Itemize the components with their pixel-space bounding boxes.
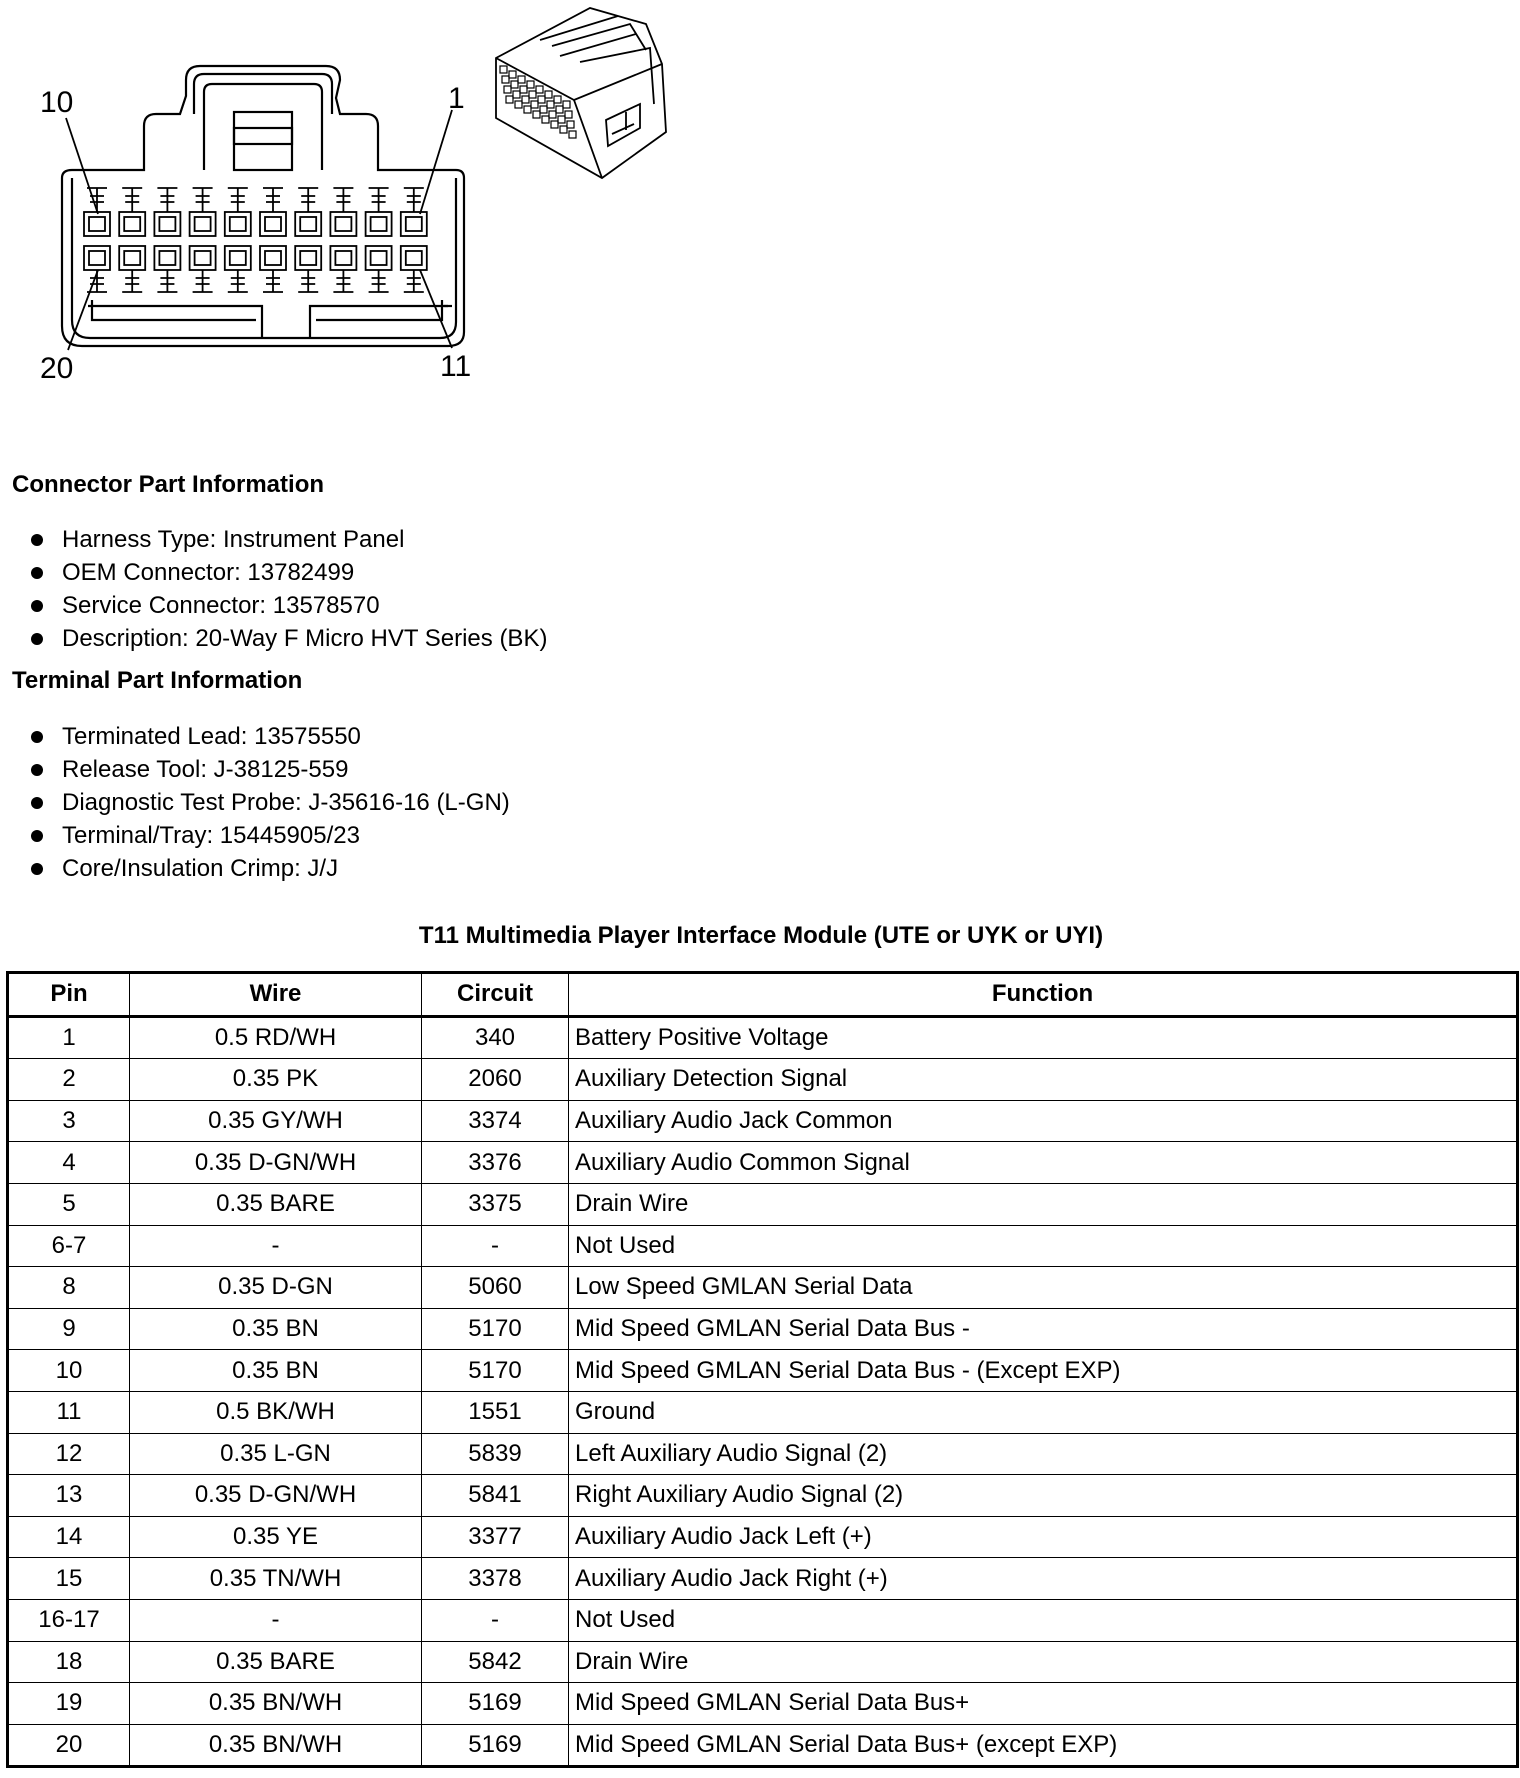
- cavity-inner: [300, 217, 316, 231]
- iso-cavity: [515, 101, 522, 108]
- iso-cavity: [565, 111, 572, 118]
- cavity: [154, 212, 180, 236]
- cell-function: Mid Speed GMLAN Serial Data Bus+ (except EXP): [569, 1724, 1518, 1767]
- bullet-icon: [31, 764, 43, 776]
- cavity: [84, 212, 110, 236]
- cell-circuit: 3377: [422, 1516, 569, 1558]
- cavity-lock: [369, 188, 389, 212]
- iso-cavity: [529, 91, 536, 98]
- cell-function: Auxiliary Audio Common Signal: [569, 1142, 1518, 1184]
- cell-pin: 5: [8, 1183, 130, 1225]
- header-pin: Pin: [8, 973, 130, 1017]
- terminal-info-list: [28, 720, 510, 885]
- list-item: Description: 20-Way F Micro HVT Series (BK): [28, 622, 547, 655]
- cell-wire: 0.5 RD/WH: [130, 1016, 422, 1059]
- table-row: [8, 1350, 1518, 1392]
- cavity-lock: [228, 270, 248, 292]
- cell-wire: -: [130, 1225, 422, 1267]
- iso-cavity: [549, 111, 556, 118]
- cavity-inner: [300, 251, 316, 265]
- cavity: [119, 246, 145, 270]
- list-item: Release Tool: J-38125-559: [28, 753, 510, 786]
- bullet-icon: [31, 830, 43, 842]
- header-wire: Wire: [130, 973, 422, 1017]
- cell-function: Auxiliary Audio Jack Common: [569, 1100, 1518, 1142]
- table-row: [8, 1016, 1518, 1059]
- list-item: Terminated Lead: 13575550: [28, 720, 510, 753]
- list-item: Terminal/Tray: 15445905/23: [28, 819, 510, 852]
- list-item: Service Connector: 13578570: [28, 589, 547, 622]
- cell-circuit: -: [422, 1225, 569, 1267]
- table-row: [8, 1433, 1518, 1475]
- bullet-icon: [31, 633, 43, 645]
- table-row: [8, 1267, 1518, 1309]
- cell-circuit: 5169: [422, 1724, 569, 1767]
- header-circuit: Circuit: [422, 973, 569, 1017]
- cavity: [401, 246, 427, 270]
- cell-pin: 2: [8, 1059, 130, 1101]
- cavity: [260, 212, 286, 236]
- table-row: [8, 1225, 1518, 1267]
- cell-wire: 0.35 TN/WH: [130, 1558, 422, 1600]
- table-row: [8, 1475, 1518, 1517]
- cell-pin: 6-7: [8, 1225, 130, 1267]
- cell-circuit: 5060: [422, 1267, 569, 1309]
- iso-cavity: [506, 96, 513, 103]
- cavity-lock: [263, 270, 283, 292]
- cell-function: Mid Speed GMLAN Serial Data Bus+: [569, 1683, 1518, 1725]
- cell-circuit: 5170: [422, 1350, 569, 1392]
- cell-wire: 0.35 BARE: [130, 1641, 422, 1683]
- cavity-inner: [335, 251, 351, 265]
- cell-pin: 10: [8, 1350, 130, 1392]
- cavity-inner: [406, 217, 422, 231]
- cavity-inner: [371, 251, 387, 265]
- cavity-lock: [263, 188, 283, 212]
- table-row: [8, 1100, 1518, 1142]
- header-function: Function: [569, 973, 1518, 1017]
- cavity-inner: [371, 217, 387, 231]
- cell-wire: 0.35 BN/WH: [130, 1724, 422, 1767]
- cell-wire: 0.35 D-GN: [130, 1267, 422, 1309]
- cell-function: Drain Wire: [569, 1641, 1518, 1683]
- connector-face-drawing: [62, 66, 464, 346]
- cavity-inner: [195, 251, 211, 265]
- table-row: [8, 1183, 1518, 1225]
- cell-pin: 1: [8, 1016, 130, 1059]
- table-row: [8, 1308, 1518, 1350]
- table-row: [8, 1683, 1518, 1725]
- cell-wire: 0.35 YE: [130, 1516, 422, 1558]
- cell-pin: 14: [8, 1516, 130, 1558]
- cell-wire: 0.35 D-GN/WH: [130, 1142, 422, 1184]
- iso-cavity: [563, 101, 570, 108]
- iso-cavity: [547, 101, 554, 108]
- cell-function: Left Auxiliary Audio Signal (2): [569, 1433, 1518, 1475]
- iso-cavity: [500, 66, 507, 73]
- iso-cavity: [522, 96, 529, 103]
- list-item: Diagnostic Test Probe: J-35616-16 (L-GN): [28, 786, 510, 819]
- cell-pin: 9: [8, 1308, 130, 1350]
- table-row: [8, 1059, 1518, 1101]
- cell-circuit: 3378: [422, 1558, 569, 1600]
- cavity-lock: [157, 270, 177, 292]
- cell-function: Ground: [569, 1391, 1518, 1433]
- cavity: [84, 246, 110, 270]
- cavity: [330, 246, 356, 270]
- iso-cavity: [545, 91, 552, 98]
- iso-cavity: [531, 101, 538, 108]
- cavity: [366, 246, 392, 270]
- cell-pin: 13: [8, 1475, 130, 1517]
- cell-pin: 12: [8, 1433, 130, 1475]
- iso-cavity: [542, 116, 549, 123]
- cell-circuit: 3374: [422, 1100, 569, 1142]
- cavity-inner: [195, 217, 211, 231]
- table-row: [8, 1516, 1518, 1558]
- cavity-lock: [193, 188, 213, 212]
- cavity: [225, 212, 251, 236]
- iso-cavity: [536, 86, 543, 93]
- pinout-table: [6, 971, 1519, 1768]
- cavity-lock: [228, 188, 248, 212]
- cell-wire: 0.35 D-GN/WH: [130, 1475, 422, 1517]
- bullet-icon: [31, 600, 43, 612]
- connector-info-list: [28, 523, 547, 655]
- cell-function: Low Speed GMLAN Serial Data: [569, 1267, 1518, 1309]
- bullet-icon: [31, 731, 43, 743]
- cell-pin: 8: [8, 1267, 130, 1309]
- iso-cavity: [518, 76, 525, 83]
- iso-cavity: [538, 96, 545, 103]
- cell-circuit: 5169: [422, 1683, 569, 1725]
- bullet-icon: [31, 534, 43, 546]
- cell-wire: 0.35 BN/WH: [130, 1683, 422, 1725]
- cell-circuit: 5842: [422, 1641, 569, 1683]
- iso-cavity: [520, 86, 527, 93]
- cell-pin: 4: [8, 1142, 130, 1184]
- bullet-icon: [31, 567, 43, 579]
- iso-cavity: [509, 71, 516, 78]
- cavity-lock: [333, 188, 353, 212]
- cell-function: Not Used: [569, 1599, 1518, 1641]
- cavity-inner: [230, 217, 246, 231]
- cell-function: Auxiliary Audio Jack Right (+): [569, 1558, 1518, 1600]
- pinout-table-body: [8, 1016, 1518, 1767]
- iso-cavity: [502, 76, 509, 83]
- cell-circuit: 3376: [422, 1142, 569, 1184]
- iso-cavity: [558, 116, 565, 123]
- cavity: [401, 212, 427, 236]
- cell-pin: 18: [8, 1641, 130, 1683]
- cavity-lock: [122, 270, 142, 292]
- cavity-inner: [265, 251, 281, 265]
- cavity-inner: [159, 217, 175, 231]
- table-header-row: [8, 973, 1518, 1017]
- cavity-inner: [124, 217, 140, 231]
- cell-wire: 0.35 L-GN: [130, 1433, 422, 1475]
- cavity: [295, 246, 321, 270]
- cell-function: Auxiliary Audio Jack Left (+): [569, 1516, 1518, 1558]
- cavity: [119, 212, 145, 236]
- list-item: OEM Connector: 13782499: [28, 556, 547, 589]
- cell-pin: 19: [8, 1683, 130, 1725]
- cavity-inner: [265, 217, 281, 231]
- cavity-lock: [333, 270, 353, 292]
- cavity-inner: [406, 251, 422, 265]
- cell-circuit: 1551: [422, 1391, 569, 1433]
- cell-circuit: 340: [422, 1016, 569, 1059]
- iso-cavity: [504, 86, 511, 93]
- iso-cavity: [524, 106, 531, 113]
- iso-cavity: [551, 121, 558, 128]
- cell-wire: 0.35 GY/WH: [130, 1100, 422, 1142]
- terminal-info-title: Terminal Part Information: [12, 667, 303, 694]
- iso-cavity: [567, 121, 574, 128]
- pin-label-11: 11: [440, 350, 472, 383]
- cell-function: Auxiliary Detection Signal: [569, 1059, 1518, 1101]
- iso-cavity: [560, 126, 567, 133]
- cell-circuit: 5841: [422, 1475, 569, 1517]
- iso-cavity: [513, 91, 520, 98]
- cavity: [154, 246, 180, 270]
- cavity-lock: [298, 188, 318, 212]
- cell-pin: 16-17: [8, 1599, 130, 1641]
- cell-circuit: 2060: [422, 1059, 569, 1101]
- cell-wire: 0.5 BK/WH: [130, 1391, 422, 1433]
- table-row: [8, 1641, 1518, 1683]
- iso-cavity: [533, 111, 540, 118]
- bullet-icon: [31, 797, 43, 809]
- cell-circuit: 3375: [422, 1183, 569, 1225]
- table-row: [8, 1558, 1518, 1600]
- cavity: [190, 212, 216, 236]
- cell-pin: 3: [8, 1100, 130, 1142]
- cell-function: Drain Wire: [569, 1183, 1518, 1225]
- cavity-inner: [335, 217, 351, 231]
- cavity: [295, 212, 321, 236]
- cell-circuit: 5839: [422, 1433, 569, 1475]
- cavity: [366, 212, 392, 236]
- cell-wire: 0.35 PK: [130, 1059, 422, 1101]
- cell-wire: 0.35 BARE: [130, 1183, 422, 1225]
- cavity-lock: [369, 270, 389, 292]
- table-row: [8, 1142, 1518, 1184]
- cavity-inner: [230, 251, 246, 265]
- cell-circuit: -: [422, 1599, 569, 1641]
- cell-circuit: 5170: [422, 1308, 569, 1350]
- iso-cavity: [527, 81, 534, 88]
- cell-function: Mid Speed GMLAN Serial Data Bus -: [569, 1308, 1518, 1350]
- pin-label-1: 1: [448, 82, 465, 115]
- table-row: [8, 1599, 1518, 1641]
- list-item: Core/Insulation Crimp: J/J: [28, 852, 510, 885]
- cavity-lock: [193, 270, 213, 292]
- cavity: [190, 246, 216, 270]
- terminal-cavities: [84, 188, 427, 292]
- iso-cavity: [556, 106, 563, 113]
- pin-label-20: 20: [40, 352, 74, 385]
- connector-info-title: Connector Part Information: [12, 471, 325, 498]
- cell-function: Mid Speed GMLAN Serial Data Bus - (Except EXP): [569, 1350, 1518, 1392]
- cell-wire: 0.35 BN: [130, 1308, 422, 1350]
- bullet-icon: [31, 863, 43, 875]
- cavity-inner: [89, 217, 105, 231]
- connector-diagram: [0, 0, 760, 420]
- cavity-lock: [122, 188, 142, 212]
- cell-wire: 0.35 BN: [130, 1350, 422, 1392]
- cell-pin: 15: [8, 1558, 130, 1600]
- cavity-lock: [157, 188, 177, 212]
- table-row: [8, 1724, 1518, 1767]
- pin-label-10: 10: [40, 86, 74, 119]
- iso-cavity: [554, 96, 561, 103]
- cell-wire: -: [130, 1599, 422, 1641]
- cavity-inner: [89, 251, 105, 265]
- table-row: [8, 1391, 1518, 1433]
- cell-function: Not Used: [569, 1225, 1518, 1267]
- cavity: [225, 246, 251, 270]
- cavity-inner: [159, 251, 175, 265]
- cavity-lock: [298, 270, 318, 292]
- cavity-inner: [124, 251, 140, 265]
- cell-pin: 11: [8, 1391, 130, 1433]
- table-title: T11 Multimedia Player Interface Module (UTE or UYK or UYI): [418, 922, 1104, 949]
- cavity: [330, 212, 356, 236]
- cell-pin: 20: [8, 1724, 130, 1767]
- list-item: Harness Type: Instrument Panel: [28, 523, 547, 556]
- cell-function: Battery Positive Voltage: [569, 1016, 1518, 1059]
- cell-function: Right Auxiliary Audio Signal (2): [569, 1475, 1518, 1517]
- cavity: [260, 246, 286, 270]
- iso-cavity: [569, 131, 576, 138]
- iso-cavity: [511, 81, 518, 88]
- iso-cavity: [540, 106, 547, 113]
